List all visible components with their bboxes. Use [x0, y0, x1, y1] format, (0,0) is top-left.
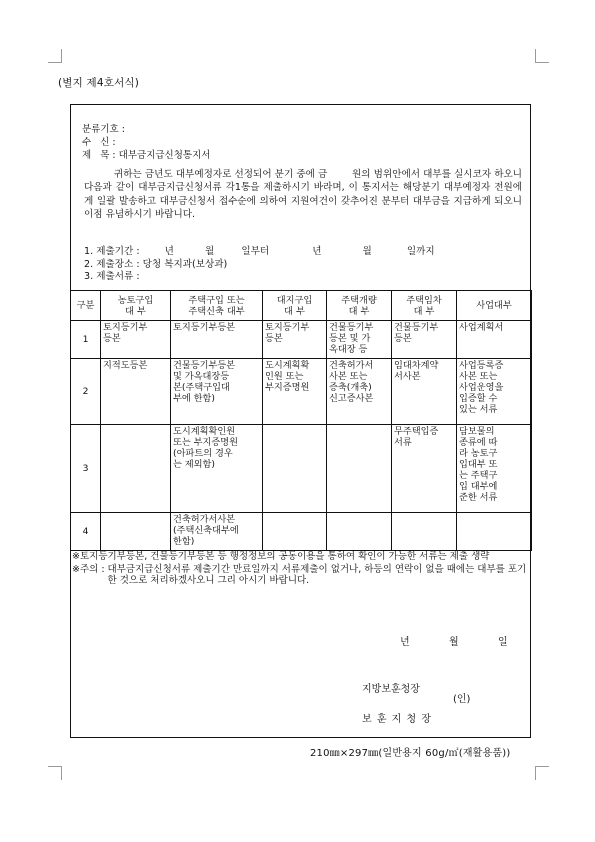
period-month-1: 월: [204, 246, 215, 257]
table-cell: [263, 425, 327, 513]
table-cell: 토지등기부 등본: [263, 321, 327, 359]
submission-documents: 3. 제출서류 :: [84, 271, 140, 282]
table-cell: 도시계획확 인원 또는 부지증명원: [263, 359, 327, 425]
table-cell: 토지등기부 등본: [101, 321, 171, 359]
table-cell: 건물등기부 등본 및 가 옥대장 등: [327, 321, 392, 359]
col-header-category: 구분: [71, 291, 101, 321]
subject-text: 대부금지급신청통지서: [118, 150, 211, 161]
period-from: 일부터: [241, 246, 270, 257]
recipient-row: [82, 137, 116, 149]
crop-mark: [61, 766, 62, 780]
note-caution-text: 대부금지급신청서류 제출기간 만료일까지 서류제출이 없거나, 하등의 연락이 없을 때에는 대부를 포기한 것으로 처리하겠사오니 그리 아시기 바랍니다.: [107, 563, 527, 586]
note-admin-info-text: 토지등기부등본, 건물등기부등본 등 행정정보의 공동이용을 통하여 확인이 가능한 서류는 제출 생략: [79, 551, 490, 562]
period-month-2: 월: [362, 246, 372, 257]
table-cell: 도시계획확인원 또는 부지증명원 (아파트의 경우 는 제외함): [171, 425, 263, 513]
table-header-row: [71, 291, 532, 321]
issuer-office: 지방보훈청장: [362, 684, 420, 695]
date-day: 일: [498, 637, 508, 648]
table-cell: [392, 513, 457, 551]
table-cell: [263, 513, 327, 551]
period-until: 일까지: [406, 246, 435, 257]
subject-label: 제 목 :: [82, 150, 116, 161]
table-row: [71, 359, 532, 425]
crop-mark: [535, 49, 536, 63]
table-cell: 건물등기부등본 및 가옥대장등 본(주택구입대 부에 한함): [171, 359, 263, 425]
table-row: [71, 513, 532, 551]
crop-mark: [535, 62, 549, 63]
table-cell: [327, 513, 392, 551]
crop-mark: [535, 766, 549, 767]
form-number: (별지 제4호서식): [58, 77, 140, 89]
notice-body: [84, 168, 526, 222]
table-cell: 담보물의 종류에 따 라 농토구 입대부 또 는 주택구 입 대부에 준한 서류: [457, 425, 532, 513]
table-cell: [327, 425, 392, 513]
submission-period: [84, 246, 435, 258]
table-cell: 임대차계약 서사본: [392, 359, 457, 425]
classification-row: [82, 124, 125, 136]
col-header-house-lease: 주택임차 대 부: [392, 291, 457, 321]
col-header-farmland: 농토구입 대 부: [101, 291, 171, 321]
date-year: 년: [400, 637, 410, 648]
subject-row: [82, 150, 210, 162]
period-year-1: 년: [164, 246, 174, 257]
col-header-business: 사업대부: [457, 291, 532, 321]
submission-place: 2. 제출장소 : 당청 복지과(보상과): [84, 259, 228, 270]
table-cell: 건축허가서사본 (주택신축대부에 한함): [171, 513, 263, 551]
table-cell: 사업계획서: [457, 321, 532, 359]
row-number: 3: [71, 425, 101, 513]
recipient-label: 수 신 :: [82, 137, 116, 148]
crop-mark: [48, 766, 62, 767]
col-header-land-purchase: 대지구입 대 부: [263, 291, 327, 321]
col-header-housing-purchase: 주택구입 또는 주택신축 대부: [171, 291, 263, 321]
issuer-branch: 보 훈 지 청 장: [362, 714, 433, 725]
table-row: [71, 321, 532, 359]
period-year-2: 년: [312, 246, 322, 257]
note-admin-info: [72, 551, 530, 563]
period-label: 1. 제출기간 :: [84, 246, 140, 257]
table-cell: 건물등기부 등본: [392, 321, 457, 359]
notice-body-text: 귀하는 금년도 대부예정자로 선정되어 분기 중에 금 원의 범위안에서 대부를 실시코자 하오니 다음과 같이 대부금지급신청서류 각1통을 제출하시기 바라며, 이 통지서는 해당분기 대부예정자 전원에게 일괄 발송하고 대부금신청서 접수순에 의하여 지원여건이 갖추어진 분부터 대부금을 지급하게 되오니 이점 유념하시기 바랍니다.: [84, 169, 526, 221]
classification-label: 분류기호 :: [82, 124, 125, 135]
date-month: 월: [449, 637, 459, 648]
crop-mark: [535, 766, 536, 780]
table-cell: 무주택입증 서류: [392, 425, 457, 513]
table-row: [71, 425, 532, 513]
note-caution-label: ※주의 :: [72, 563, 105, 575]
row-number: 2: [71, 359, 101, 425]
crop-mark: [61, 49, 62, 63]
row-number: 1: [71, 321, 101, 359]
notes-section: [72, 551, 530, 587]
table-cell: 토지등기부등본: [171, 321, 263, 359]
note-caution: [72, 564, 530, 587]
note-marker: ※: [72, 551, 80, 562]
table-cell: [457, 513, 532, 551]
col-header-house-improvement: 주택개량 대 부: [327, 291, 392, 321]
documents-table: [70, 290, 532, 551]
table-cell: [101, 425, 171, 513]
paper-spec: 210㎜×297㎜(일반용지 60g/㎡(재활용품)): [310, 748, 511, 759]
table-cell: 지적도등본: [101, 359, 171, 425]
seal-mark: (인): [453, 694, 471, 705]
table-cell: [101, 513, 171, 551]
crop-mark: [48, 62, 62, 63]
table-cell: 사업등록증 사본 또는 사업운영을 입증할 수 있는 서류: [457, 359, 532, 425]
table-cell: 건축허가서 사본 또는 증축(개축) 신고증사본: [327, 359, 392, 425]
row-number: 4: [71, 513, 101, 551]
